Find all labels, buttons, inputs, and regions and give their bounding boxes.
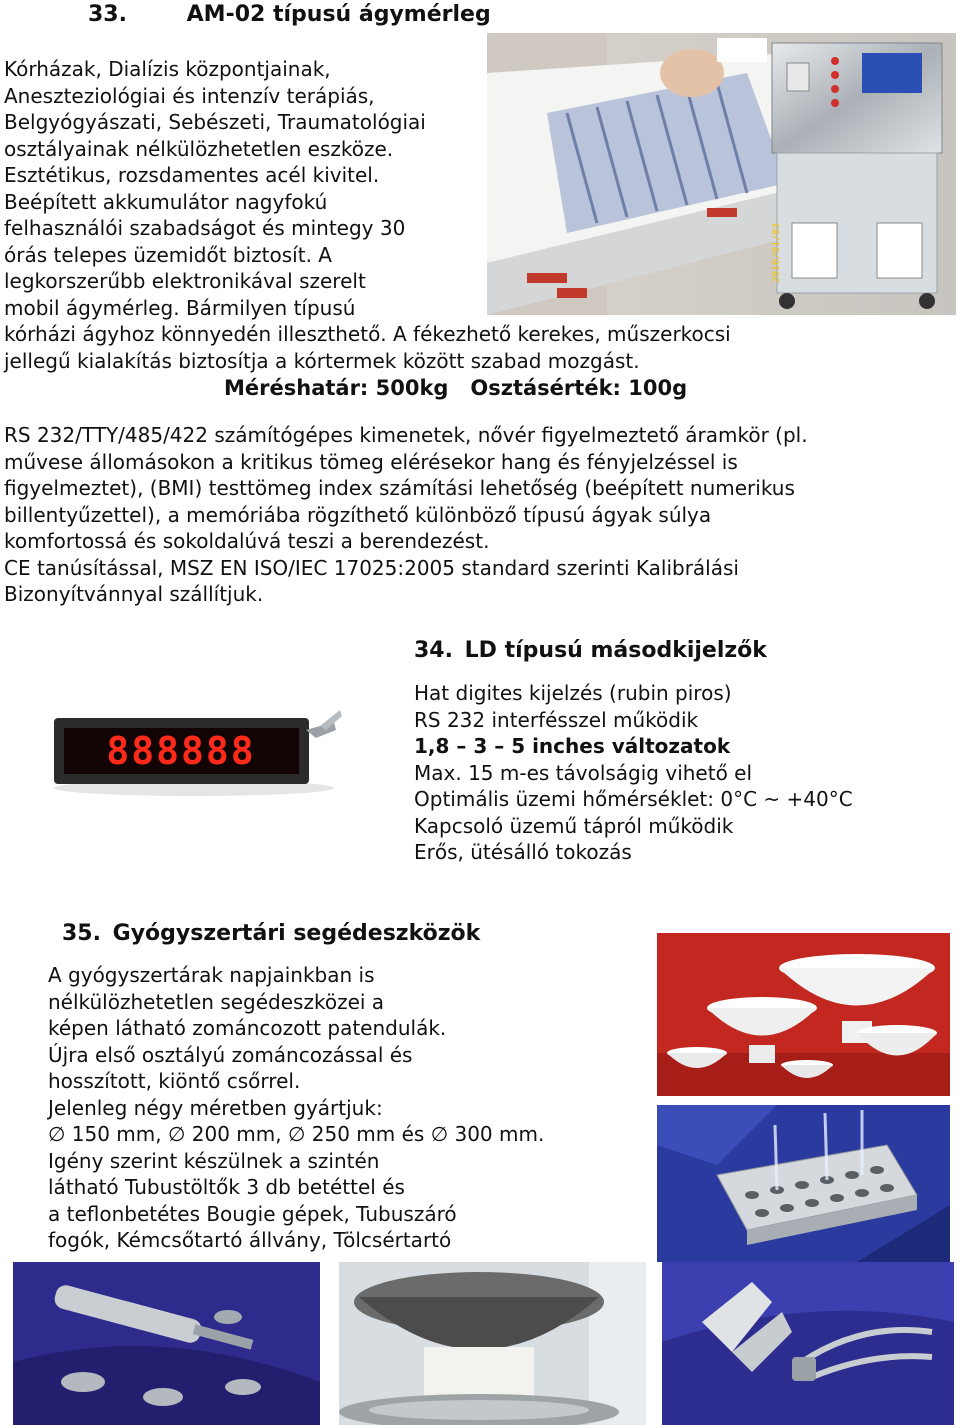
text-line: Belgyógyászati, Sebészeti, Traumatológiai bbox=[4, 110, 426, 134]
text-line: Optimális üzemi hőmérséklet: 0°C ~ +40°C bbox=[414, 787, 853, 811]
test-tube-rack-photo bbox=[657, 1105, 950, 1262]
text-line: nélkülözhetetlen segédeszközei a bbox=[48, 989, 385, 1014]
tube-closing-pliers-photo bbox=[662, 1262, 954, 1425]
text-line: Igény szerint készülnek a szintén bbox=[48, 1148, 380, 1173]
section-33-left-text bbox=[4, 56, 731, 374]
section-number: 34. bbox=[414, 638, 453, 663]
section-35-heading bbox=[62, 921, 480, 946]
text-line: legkorszerűbb elektronikával szerelt bbox=[4, 269, 366, 293]
text-line: fogók, Kémcsőtartó állvány, Tölcsértartó bbox=[48, 1228, 452, 1252]
text-line: Max. 15 m-es távolságig vihető el bbox=[414, 760, 753, 785]
text-line: képen látható zománcozott patendulák. bbox=[48, 1016, 447, 1040]
section-title: Gyógyszertári segédeszközök bbox=[112, 921, 481, 946]
text-line: Kórházak, Dialízis központjainak, bbox=[4, 57, 331, 81]
text-line: Beépített akkumulátor nagyfokú bbox=[4, 189, 328, 214]
text-line: Erős, ütésálló tokozás bbox=[414, 840, 632, 864]
text-line: a teflonbetétes Bougie gépek, Tubuszáró bbox=[48, 1201, 457, 1226]
section-number: 35. bbox=[62, 921, 101, 946]
display-digits: 888888 bbox=[106, 729, 256, 773]
section-number: 33. bbox=[88, 2, 127, 27]
section-title: LD típusú másodkijelzők bbox=[464, 638, 767, 663]
text-line: Bizonyítvánnyal szállítjuk. bbox=[4, 582, 264, 606]
text-line: billentyűzettel), a memóriába rögzíthető különböző típusú ágyak súlya bbox=[4, 502, 712, 527]
photo-date-stamp: 2010/01/03 bbox=[771, 222, 782, 283]
text-line: órás telepes üzemidőt biztosít. A bbox=[4, 242, 332, 267]
text-line: Újra első osztályú zománcozással és bbox=[48, 1042, 413, 1067]
text-line: Kapcsoló üzemű tápról működik bbox=[414, 813, 734, 838]
text-line: 1,8 – 3 – 5 inches változatok bbox=[414, 734, 731, 758]
section-33-bottom-text bbox=[4, 422, 808, 608]
text-line: RS 232/TTY/485/422 számítógépes kimenetek, nővér figyelmeztető áramkör (pl. bbox=[4, 423, 808, 447]
led-display-photo bbox=[44, 700, 344, 800]
text-line: figyelmeztet), (BMI) testtömeg index számítási lehetőség (beépített numerikus bbox=[4, 476, 795, 500]
text-line: A gyógyszertárak napjainkban is bbox=[48, 963, 375, 987]
text-line: jellegű kialakítás biztosítja a kórtermek között szabad mozgást. bbox=[4, 348, 640, 373]
tube-filler-photo bbox=[13, 1262, 320, 1425]
text-line: kórházi ágyhoz könnyedén illeszthető. A fékezhető kerekes, műszerkocsi bbox=[4, 322, 731, 346]
text-line: felhasználói szabadságot és mintegy 30 bbox=[4, 216, 406, 240]
text-line: Jelenleg négy méretben gyártjuk: bbox=[48, 1095, 383, 1120]
text-line: Hat digites kijelzés (rubin piros) bbox=[414, 681, 732, 705]
text-line: RS 232 interfésszel működik bbox=[414, 707, 699, 732]
section-34-text bbox=[414, 680, 853, 866]
text-line: hosszított, kiöntő csőrrel. bbox=[48, 1069, 301, 1093]
text-line: mobil ágymérleg. Bármilyen típusú bbox=[4, 295, 356, 320]
enamel-bowls-photo bbox=[657, 933, 950, 1096]
text-line: ∅ 150 mm, ∅ 200 mm, ∅ 250 mm és ∅ 300 mm. bbox=[48, 1122, 545, 1146]
spec-line: Méréshatár: 500kg Osztásérték: 100g bbox=[224, 376, 688, 400]
funnel-holder-photo bbox=[339, 1262, 646, 1425]
section-title: AM-02 típusú ágymérleg bbox=[186, 2, 491, 27]
text-line: Esztétikus, rozsdamentes acél kivitel. bbox=[4, 163, 380, 187]
section-34-heading bbox=[414, 638, 767, 663]
text-line: komfortossá és sokoldalúvá teszi a berendezést. bbox=[4, 529, 490, 553]
section-33-heading bbox=[88, 2, 491, 27]
section-35-text bbox=[48, 962, 544, 1254]
text-line: Aneszteziológiai és intenzív terápiás, bbox=[4, 83, 375, 108]
text-line: osztályainak nélkülözhetetlen eszköze. bbox=[4, 136, 394, 161]
text-line: látható Tubustöltők 3 db betéttel és bbox=[48, 1175, 405, 1199]
text-line: művese állomásokon a kritikus tömeg elérésekor hang és fényjelzéssel is bbox=[4, 449, 738, 474]
text-line: CE tanúsítással, MSZ EN ISO/IEC 17025:2005 standard szerinti Kalibrálási bbox=[4, 555, 739, 580]
